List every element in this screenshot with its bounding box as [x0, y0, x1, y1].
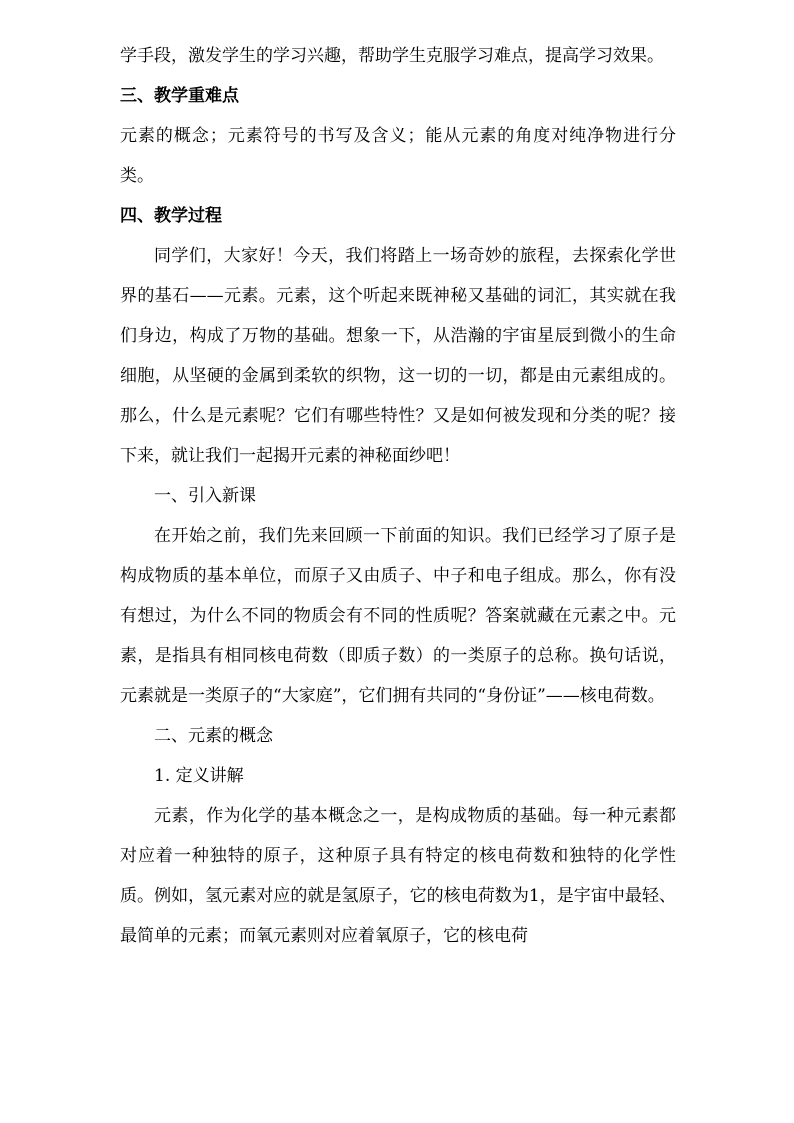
paragraph-teaching-methods-end: 学手段，激发学生的学习兴趣，帮助学生克服学习难点，提高学习效果。 [120, 46, 664, 66]
paragraph-definition: 元素，作为化学的基本概念之一，是构成物质的基础。每一种元素都对应着一种独特的原子，这种原子具有特定的核电荷数和独特的化学性质。例如，氢元素对应的就是氢原子，它的核电荷数为1，是宇宙中最轻、最简单的元素；而氧元素则对应着氧原子，它的核电荷 [120, 806, 676, 946]
section-heading-key-difficult-points: 三、教学重难点 [120, 86, 239, 106]
subheading-definition: 1. 定义讲解 [154, 766, 244, 786]
subheading-new-lesson: 一、引入新课 [154, 486, 256, 506]
subheading-element-concept: 二、元素的概念 [154, 726, 273, 746]
paragraph-review: 在开始之前，我们先来回顾一下前面的知识。我们已经学习了原子是构成物质的基本单位，而原子又由质子、中子和电子组成。那么，你有没有想过，为什么不同的物质会有不同的性质呢？答案就藏在元素之中。元素，是指具有相同核电荷数（即质子数）的一类原子的总称。换句话说，元素就是一类原子的“大家庭”，它们拥有共同的“身份证”——核电荷数。 [120, 526, 676, 706]
paragraph-introduction: 同学们，大家好！今天，我们将踏上一场奇妙的旅程，去探索化学世界的基石——元素。元素，这个听起来既神秘又基础的词汇，其实就在我们身边，构成了万物的基础。想象一下，从浩瀚的宇宙星辰到微小的生命细胞，从坚硬的金属到柔软的织物，这一切的一切，都是由元素组成的。那么，什么是元素呢？它们有哪些特性？又是如何被发现和分类的呢？接下来，就让我们一起揭开元素的神秘面纱吧！ [120, 246, 676, 466]
section-heading-teaching-process: 四、教学过程 [120, 206, 222, 226]
paragraph-key-points: 元素的概念；元素符号的书写及含义；能从元素的角度对纯净物进行分类。 [120, 126, 676, 186]
document-page [120, 36, 676, 956]
